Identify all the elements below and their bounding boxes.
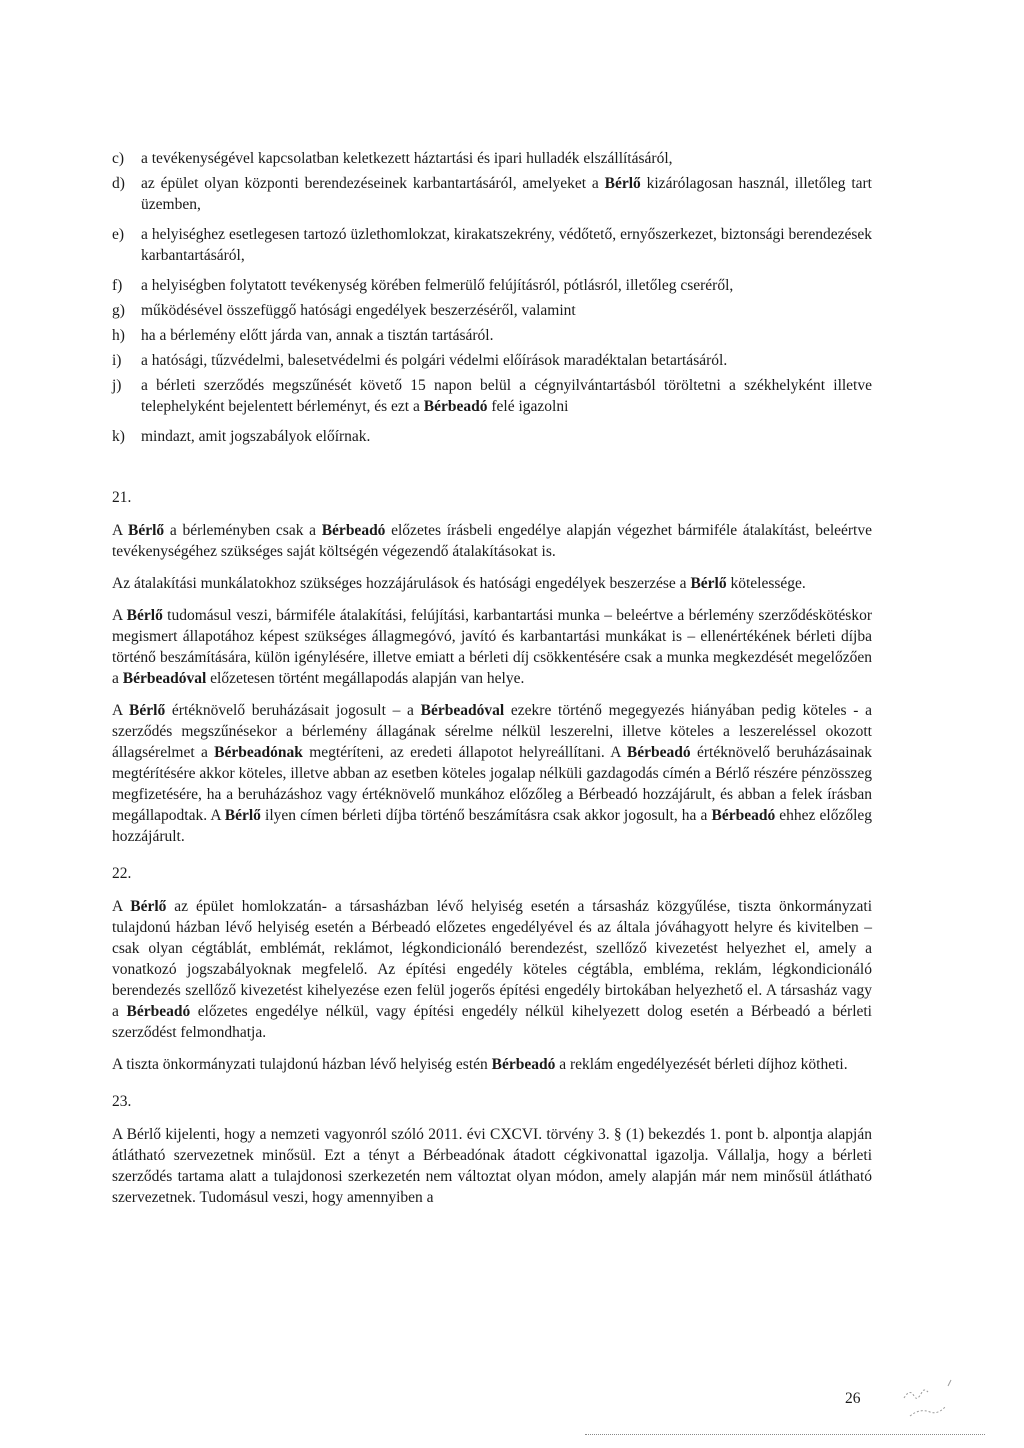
list-item-label: d) (112, 175, 125, 192)
bold-party-name: Bérbeadó (711, 807, 776, 824)
bold-party-name: Bérlő (129, 702, 166, 719)
text-run: ezekre történő megegyezés hiányában pedig köteles - a szerződés megszűnésekor a bérlemény állagának sérelme nélkül leszerelni, illetve köteles a leszereléssel okozott állagsérelmet a (112, 702, 872, 761)
bold-party-name: Bérbeadóval (122, 670, 207, 687)
text-run: tudomásul veszi, bármiféle átalakítási, felújítási, karbantartási munka – beleértve a bérlemény szerződéskötéskor megismert állapotához képest szükséges állagmegóvó, javító és karbantartási munkákat is – ellenértékének bérleti díjba történő beszámítására, külön igénylésére, illetve emiatt a bérleti díj csökkentésére csak a munka megkezdését megelőzően a (112, 607, 872, 687)
section-22-body (112, 896, 872, 1075)
text-run: előzetes engedélye nélkül, vagy építési engedély nélkül kihelyezett dolog esetén a Bérbeadó a bérleti szerződést felmondhatja. (112, 1003, 872, 1041)
list-item-text: a hatósági, tűzvédelmi, balesetvédelmi és polgári védelmi előírások maradéktalan betartásáról. (141, 352, 728, 369)
section-number-23: 23. (112, 1093, 132, 1110)
signature-initials-icon (896, 1376, 966, 1426)
bold-party-name: Bérbeadó (126, 1003, 191, 1020)
list-item-text: mindazt, amit jogszabályok előírnak. (141, 428, 371, 445)
bold-party-name: Bérbeadó (491, 1056, 556, 1073)
list-item (112, 300, 872, 321)
text-run: a reklám engedélyezését bérleti díjhoz kötheti. (555, 1056, 848, 1073)
text-run: az épület homlokzatán- a társasházban lévő helyiség esetén a társasház közgyűlése, tiszta önkormányzati tulajdonú házban lévő helyiség esetén a Bérbeadó előzetes engedélyével és az általa jóváhagyott helyre és kivitelben – csak olyan cégtáblát, emblémát, reklámot, légkondicionáló berendezést, szellőző kivezetést helyezhet el, amely a vonatkozó jogszabályoknak megfelelő. Az építési engedély köteles cégtábla, embléma, reklám, légkondicionáló berendezés szellőző kivezetést kihelyezése ezen felül jogerős építési engedély birtokában helyezhető el. A társasház vagy a (112, 898, 872, 1020)
text-run: A Bérlő kijelenti, hogy a nemzeti vagyonról szóló 2011. évi CXCVI. törvény 3. § (1) bekezdés 1. pont b. alpontja alapján átlátható szervezetnek minősül. Ezt a tényt a Bérbeadónak átadott cégkivonattal igazolja. Vállalja, hogy a bérleti szerződés tartama alatt a tulajdonosi szerkezetén nem változtat olyan módon, amely alapján már nem minősül átlátható szervezetnek. Tudomásul veszi, hogy amennyiben a (112, 1126, 872, 1206)
list-item-label: c) (112, 150, 125, 167)
section-number-21: 21. (112, 489, 132, 506)
list-item (112, 375, 872, 417)
text-run: kizárólagosan használ, illetőleg tart üzemben, (141, 175, 872, 213)
text-run: A (112, 522, 129, 539)
bold-party-name: Bérlő (604, 175, 641, 192)
text-run: a bérleti szerződés megszűnését követő 15 napon belül a cégnyilvántartásból töröltetni a székhelyként illetve telephelyként bejelentett bérleményt, és ezt a (141, 377, 872, 415)
list-item-label: e) (112, 226, 125, 243)
paragraph (112, 520, 872, 562)
paragraph (112, 896, 872, 1043)
bold-party-name: Bérlő (126, 607, 163, 624)
document-body (112, 148, 872, 1219)
list-item-label: h) (112, 327, 125, 344)
text-run: ehhez előzőleg hozzájárult. (112, 807, 873, 845)
list-item-text: a helyiséghez esetlegesen tartozó üzlethomlokzat, kirakatszekrény, védőtető, ernyőszerkezet, biztonsági berendezések karbantartásáról, (141, 226, 872, 264)
bold-party-name: Bérlő (224, 807, 261, 824)
bold-party-name: Bérbeadó (321, 522, 386, 539)
paragraph (112, 700, 872, 847)
section-23-body (112, 1124, 872, 1208)
obligation-list (112, 148, 872, 447)
list-item-text: a helyiségben folytatott tevékenység körében felmerülő felújításról, pótlásról, illetőleg cseréről, (141, 277, 734, 294)
list-item (112, 426, 872, 447)
text-run: előzetesen történt megállapodás alapján van helye. (206, 670, 525, 687)
list-item-text (141, 375, 872, 417)
text-run: A tiszta önkormányzati tulajdonú házban lévő helyiség estén (112, 1056, 492, 1073)
text-run: előzetes írásbeli engedélye alapján végezhet bármiféle átalakítást, beleértve tevékenységéhez szükséges saját költségén végezendő átalakításokat is. (112, 522, 872, 560)
list-item (112, 350, 872, 371)
section-21-body (112, 520, 872, 847)
list-item-label: k) (112, 428, 125, 445)
text-run: A (112, 898, 131, 915)
paragraph (112, 1124, 872, 1208)
bold-party-name: Bérlő (128, 522, 165, 539)
list-item-text (141, 173, 872, 215)
list-item-text: működésével összefüggő hatósági engedélyek beszerzéséről, valamint (141, 302, 576, 319)
text-run: felé igazolni (487, 398, 569, 415)
list-item (112, 148, 872, 169)
text-run: értéknövelő beruházásainak megtérítésére akkor köteles, illetve abban az esetben köteles jogalap nélküli gazdagodás címén a Bérlő részére pénzösszeg megfizetésére, ha a beruházáshoz vagy értéknövelő munkához előzőleg a Bérbeadó hozzájárult, és abban a felek írásban megállapodtak. A (112, 744, 872, 824)
text-run: Az átalakítási munkálatokhoz szükséges hozzájárulások és hatósági engedélyek beszerzése a (112, 575, 691, 592)
text-run: A (112, 607, 127, 624)
bold-party-name: Bérbeadóval (420, 702, 505, 719)
text-run: megtéríteni, az eredeti állapotot helyreállítani. A (302, 744, 627, 761)
bold-party-name: Bérbeadónak (214, 744, 303, 761)
bold-party-name: Bérbeadó (423, 398, 488, 415)
bold-party-name: Bérlő (130, 898, 167, 915)
bold-party-name: Bérbeadó (626, 744, 691, 761)
list-item (112, 224, 872, 266)
list-item-label: i) (112, 352, 122, 369)
bottom-dotted-line (585, 1434, 985, 1435)
list-item-label: j) (112, 377, 122, 394)
text-run: a bérleményben csak a (164, 522, 322, 539)
paragraph (112, 573, 872, 594)
list-item-label: f) (112, 277, 123, 294)
section-number-22: 22. (112, 865, 132, 882)
list-item (112, 173, 872, 215)
text-run: A (112, 702, 130, 719)
list-item (112, 325, 872, 346)
bold-party-name: Bérlő (690, 575, 727, 592)
text-run: az épület olyan központi berendezéseinek karbantartásáról, amelyeket a (141, 175, 605, 192)
page-number: 26 (845, 1390, 861, 1407)
paragraph (112, 1054, 872, 1075)
list-item-text: ha a bérlemény előtt járda van, annak a tisztán tartásáról. (141, 327, 494, 344)
list-item (112, 275, 872, 296)
list-item-label: g) (112, 302, 125, 319)
text-run: ilyen címen bérleti díjba történő beszámításra csak akkor jogosult, ha a (260, 807, 712, 824)
paragraph (112, 605, 872, 689)
text-run: értéknövelő beruházásait jogosult – a (165, 702, 421, 719)
text-run: kötelessége. (726, 575, 806, 592)
list-item-text: a tevékenységével kapcsolatban keletkezett háztartási és ipari hulladék elszállításáról, (141, 150, 673, 167)
